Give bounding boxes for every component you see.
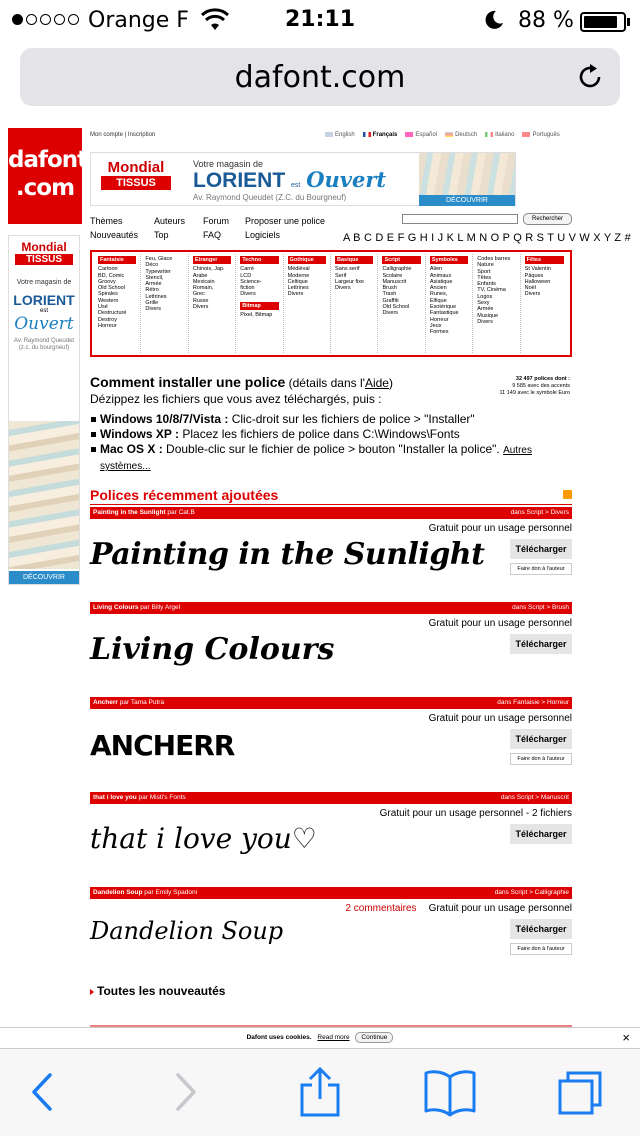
ad-cta[interactable]: DÉCOUVRIR [419, 195, 515, 206]
url-text[interactable]: dafont.com [234, 60, 406, 95]
side-ad-address: Av. Raymond Queudet (z.c. du bourgneuf) [13, 338, 75, 351]
alphabet-nav[interactable]: A B C D E F G H I J K L M N O P Q R S T U V W X Y Z # [343, 232, 631, 244]
cat-item[interactable]: Fantastique [429, 310, 459, 317]
cat-item[interactable]: Pixel, Bitmap [240, 312, 273, 319]
continue-button[interactable]: Continue [355, 1032, 393, 1043]
browser-toolbar [0, 1048, 640, 1136]
cat-item[interactable]: Largeur fixe [335, 278, 365, 285]
cat-item[interactable]: LCD [240, 272, 252, 279]
help-link[interactable]: Aide [364, 376, 389, 390]
cat-title[interactable]: Symboles [430, 256, 468, 264]
cat-item[interactable]: Lettrines [145, 293, 167, 300]
side-ad-open: Ouvert [14, 314, 74, 334]
font-category-link[interactable]: dans Fantaisie > Horreur [497, 699, 569, 706]
bookmarks-icon[interactable] [420, 1067, 480, 1117]
cat-title[interactable]: Fêtes [525, 256, 564, 264]
cat-item[interactable]: Western [98, 297, 119, 304]
read-more-link[interactable]: Read more [317, 1034, 350, 1041]
comments-link[interactable]: 2 commentaires [345, 903, 417, 914]
menu-forum[interactable]: Forum [203, 216, 230, 226]
cat-item[interactable]: Têtes [477, 274, 492, 281]
cat-item[interactable]: Brush [382, 285, 397, 292]
cat-item[interactable]: Groovy [98, 278, 116, 285]
cat-item[interactable]: Médiéval [287, 266, 310, 273]
font-entry [90, 507, 572, 597]
cat-item[interactable]: Alien [429, 266, 443, 273]
cat-title[interactable]: Script [382, 256, 420, 264]
donate-button[interactable]: Faire don à l'auteur [510, 753, 572, 765]
cat-col-etranger [189, 254, 236, 353]
donate-button[interactable]: Faire don à l'auteur [510, 943, 572, 955]
ad-line1: Votre magasin de [193, 159, 264, 169]
menu-faq[interactable]: FAQ [203, 230, 222, 240]
cat-item[interactable]: Old School [382, 304, 410, 311]
cat-title[interactable]: Fantaisie [98, 256, 136, 264]
cat-item[interactable]: Armée [145, 281, 162, 288]
search-button[interactable]: Rechercher [523, 213, 572, 225]
install-subtitle: Dézippez les fichiers que vous avez téléchargés, puis : [90, 392, 382, 406]
cat-item[interactable]: Runes, [429, 291, 448, 298]
cat-item[interactable]: Divers [335, 285, 351, 292]
cat-title[interactable]: Basique [335, 256, 373, 264]
cat-item[interactable]: Cartoon [98, 266, 118, 273]
battery-icon [580, 12, 626, 32]
tabs-icon[interactable] [552, 1067, 612, 1117]
cat-item[interactable]: Asiatique [429, 278, 453, 285]
cat-item[interactable]: Trash [382, 291, 397, 298]
download-button[interactable]: Télécharger [510, 824, 572, 844]
cat-item[interactable]: Sans serif [335, 266, 360, 273]
address-bar[interactable] [20, 48, 620, 106]
font-name-link[interactable]: Ancherr [93, 699, 118, 706]
language-selector [325, 132, 560, 138]
cat-title[interactable]: Gothique [288, 256, 326, 264]
download-button[interactable]: Télécharger [510, 919, 572, 939]
side-ad-line1: Votre magasin de [16, 279, 72, 286]
carrier-label: Orange F [88, 8, 189, 33]
font-name-link[interactable]: Dandelion Soup [93, 889, 143, 896]
font-category-link[interactable]: dans Script > Calligraphie [494, 889, 569, 896]
side-ad-banner[interactable] [8, 235, 80, 585]
cat-item[interactable]: Elfique [429, 297, 447, 304]
account-link[interactable]: Mon compte [90, 132, 124, 138]
cat-item[interactable]: BD, Comic [98, 272, 125, 279]
install-step: Mac OS X : Double-clic sur le fichier de police > bouton "Installer la police". Autres systèmes... [90, 442, 575, 474]
cat-item[interactable]: Nature [477, 262, 494, 269]
lang-italiano[interactable]: Italiano [485, 132, 514, 138]
cat-item[interactable]: Halloween [524, 278, 551, 285]
rss-icon[interactable] [563, 490, 572, 499]
back-icon[interactable] [14, 1067, 74, 1117]
cat-item[interactable]: Esotérique [429, 304, 457, 311]
font-header: Living Colours par Billy Argel dans Script > Brush [90, 602, 572, 614]
cat-col-basique [331, 254, 378, 353]
cat-col-script [378, 254, 425, 353]
font-category-link[interactable]: dans Script > Divers [510, 509, 569, 516]
font-stats: 32 497 polices dont : 9 585 avec des accents 11 149 avec le symbole Euro [499, 376, 570, 396]
donate-button[interactable]: Faire don à l'auteur [510, 563, 572, 575]
font-entry [90, 792, 572, 882]
font-preview[interactable]: ANCHERR [90, 729, 235, 762]
cat-item[interactable]: Serif [335, 272, 347, 279]
font-name-link[interactable]: Painting in the Sunlight [93, 509, 166, 516]
cat-item[interactable]: Divers [477, 318, 493, 325]
cat-item[interactable]: Sport [477, 268, 491, 275]
cat-item[interactable]: Grec [192, 291, 205, 298]
menu-proposer[interactable]: Proposer une police [245, 216, 326, 226]
cat-item[interactable]: Ancien [429, 285, 447, 292]
cat-item[interactable]: Science- [240, 278, 262, 285]
menu-themes[interactable]: Thèmes [90, 216, 123, 226]
font-preview[interactable]: Living Colours [90, 632, 335, 667]
category-menu [90, 250, 572, 357]
lang-francais[interactable]: Français [363, 132, 398, 138]
font-category-link[interactable]: dans Script > Brush [512, 604, 569, 611]
cat-col-fantaisie [94, 254, 141, 353]
side-ad-city: LORIENT [13, 292, 75, 308]
cat-item[interactable]: Déco [145, 262, 159, 269]
install-steps [90, 412, 575, 474]
cat-col-techno [236, 254, 283, 353]
font-header: that i love you par Misti's Fonts dans Script > Manuscrit [90, 792, 572, 804]
lang-english[interactable]: English [325, 132, 355, 138]
cat-item[interactable]: Usé [98, 304, 108, 311]
cat-item[interactable]: Rétro [145, 287, 159, 294]
font-license: Gratuit pour un usage personnel [428, 713, 572, 724]
cat-item[interactable]: Jeux [429, 322, 442, 329]
cat-item[interactable]: Divers [240, 291, 256, 298]
cat-item[interactable]: Formes [429, 329, 449, 336]
do-not-disturb-icon [482, 8, 506, 32]
menu-logiciels[interactable]: Logiciels [245, 230, 281, 240]
cat-item[interactable]: Horreur [98, 322, 117, 329]
download-button[interactable]: Télécharger [510, 634, 572, 654]
cat-item[interactable]: Carré [240, 266, 254, 273]
cat-item[interactable]: Mexicain [192, 278, 215, 285]
install-step: Windows XP : Placez les fichiers de police dans C:\Windows\Fonts [90, 427, 575, 442]
menu-top[interactable]: Top [154, 230, 169, 240]
side-ad-cta[interactable]: DÉCOUVRIR [9, 571, 79, 584]
cat-item[interactable]: Moderne [287, 272, 310, 279]
register-link[interactable]: Inscription [127, 132, 156, 138]
font-preview[interactable]: Dandelion Soup [90, 917, 284, 945]
cat-item[interactable]: Divers [524, 291, 541, 298]
cat-col-gothique [284, 254, 331, 353]
font-header: Ancherr par Tama Putra dans Fantaisie > Horreur [90, 697, 572, 709]
cat-item[interactable]: St Valentin [524, 266, 551, 273]
share-icon[interactable] [290, 1067, 350, 1117]
status-bar [0, 0, 640, 40]
lang-portugues[interactable]: Português [522, 132, 559, 138]
cat-item[interactable]: Old School [98, 285, 125, 292]
cat-item[interactable]: Destroy [98, 316, 117, 323]
all-new-fonts-link[interactable]: Toutes les nouveautés [90, 984, 225, 998]
side-ad-image [9, 421, 79, 569]
cat-item[interactable]: Divers [287, 291, 304, 298]
cat-item[interactable]: Chinois, Jap. [192, 266, 225, 273]
cat-item[interactable]: TV, Cinéma [477, 287, 506, 294]
cat-col-symboles [426, 254, 473, 353]
cat-title[interactable]: Bitmap [240, 302, 278, 310]
font-preview[interactable]: that i love you♡ [90, 822, 317, 855]
font-entry [90, 602, 572, 692]
cat-item[interactable]: Animaux [429, 272, 452, 279]
account-links: Mon compte | Inscription [90, 132, 156, 138]
font-header: Painting in the Sunlight par Cat.B dans Script > Divers [90, 507, 572, 519]
cat-item[interactable]: Calligraphie [382, 266, 412, 273]
ad-city-line: LORIENT est Ouvert [193, 167, 387, 192]
other-systems-link[interactable]: Autres systèmes... [100, 445, 532, 472]
ad-brand: Mondial TISSUS [101, 161, 171, 190]
top-ad-banner[interactable] [90, 152, 516, 206]
cat-item[interactable]: Musique [477, 312, 499, 319]
font-preview[interactable]: Painting in the Sunlight [90, 537, 485, 572]
cat-item[interactable]: Lettrines [287, 285, 309, 292]
cat-item[interactable]: Romain, [192, 285, 214, 292]
cat-item[interactable]: Armée [477, 306, 494, 313]
lang-espanol[interactable]: Español [405, 132, 437, 138]
cat-col-symboles-2 [473, 254, 520, 353]
cat-item[interactable]: Typewriter [145, 268, 171, 275]
font-category-link[interactable]: dans Script > Manuscrit [500, 794, 569, 801]
side-ad-est: est [39, 308, 48, 314]
cookie-banner [0, 1027, 640, 1047]
cat-item[interactable]: Graffiti [382, 297, 399, 304]
font-entry [90, 697, 572, 787]
ad-image [419, 153, 515, 206]
cat-title[interactable]: Techno [240, 256, 278, 264]
font-name-link[interactable]: that i love you [93, 794, 137, 801]
close-icon[interactable]: × [622, 1030, 630, 1045]
dafont-logo[interactable]: dafont .com [8, 128, 82, 224]
font-entry [90, 887, 572, 977]
search-input[interactable] [402, 214, 518, 224]
cat-item[interactable]: Noël [524, 285, 536, 292]
download-button[interactable]: Télécharger [510, 539, 572, 559]
cat-item[interactable]: Divers [192, 304, 209, 311]
recent-fonts-title: Polices récemment ajoutées [90, 487, 572, 505]
ad-address: Av. Raymond Queudet (Z.C. du Bourgneuf) [193, 193, 347, 202]
cat-col-fetes [521, 254, 568, 353]
reload-icon[interactable] [576, 62, 606, 92]
clock: 21:11 [284, 7, 356, 32]
font-name-link[interactable]: Living Colours [93, 604, 139, 611]
cat-item[interactable]: fiction [240, 285, 255, 292]
cat-item[interactable]: Arabe [192, 272, 208, 279]
cat-item[interactable]: Feu, Glace [145, 256, 173, 262]
cat-item[interactable]: Grille [145, 300, 159, 307]
install-title: Comment installer une police (détails dans l'Aide) [90, 374, 393, 390]
cat-item[interactable]: Codes barres [477, 256, 511, 262]
cat-item[interactable]: Enfants [477, 281, 496, 288]
cat-item[interactable]: Russe [192, 297, 209, 304]
install-step: Windows 10/8/7/Vista : Clic-droit sur les fichiers de police > "Installer" [90, 412, 575, 427]
webpage [0, 128, 640, 1028]
cat-title[interactable]: Etranger [193, 256, 231, 264]
cat-item[interactable]: Manuscrit [382, 278, 407, 285]
font-header: Dandelion Soup par Emily Spadoni dans Script > Calligraphie [90, 887, 572, 899]
cat-item[interactable]: Logos [477, 293, 493, 300]
cat-item[interactable]: Stencil, [145, 274, 164, 281]
font-license: 2 commentaires Gratuit pour un usage personnel [345, 903, 572, 914]
cat-col-fantaisie-2 [141, 254, 188, 353]
cat-item[interactable]: Divers [382, 310, 399, 317]
font-license: Gratuit pour un usage personnel [428, 523, 572, 534]
cookie-text: Dafont uses cookies. [246, 1034, 312, 1041]
lang-deutsch[interactable]: Deutsch [445, 132, 477, 138]
side-ad-brand: Mondial TISSUS [9, 242, 79, 265]
forward-icon[interactable] [154, 1067, 214, 1117]
menu-nouveautes[interactable]: Nouveautés [90, 230, 139, 240]
cat-item[interactable]: Scolaire [382, 272, 403, 279]
cat-item[interactable]: Pâques [524, 272, 544, 279]
cat-item[interactable]: Spirales [98, 291, 118, 298]
battery-percent: 88 % [518, 8, 574, 33]
cat-item[interactable]: Horreur [429, 316, 449, 323]
cat-item[interactable]: Celtique [287, 278, 308, 285]
font-license: Gratuit pour un usage personnel - 2 fichiers [379, 808, 572, 819]
cat-item[interactable]: Divers [145, 306, 161, 313]
cat-item[interactable]: Sexy [477, 300, 490, 307]
download-button[interactable]: Télécharger [510, 729, 572, 749]
menu-auteurs[interactable]: Auteurs [154, 216, 186, 226]
font-license: Gratuit pour un usage personnel [428, 618, 572, 629]
cat-item[interactable]: Destructuré [98, 310, 127, 317]
